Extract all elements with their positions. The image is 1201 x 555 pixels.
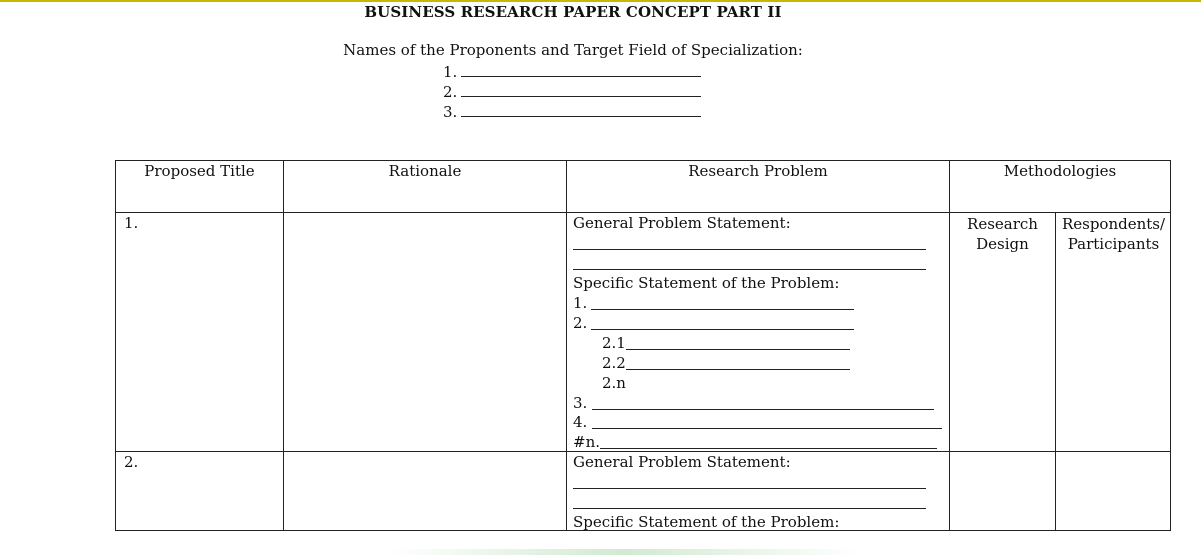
row-1-item-1: 1.	[573, 294, 588, 312]
proponent-blank-2[interactable]	[461, 81, 701, 97]
top-border-line	[0, 0, 1201, 2]
proponent-blank-1[interactable]	[461, 61, 701, 77]
proponents-label: Names of the Proponents and Target Field of Specialization:	[343, 41, 803, 59]
proponent-line-2	[443, 81, 701, 101]
col-divider-1	[283, 161, 284, 530]
row-1-item-4: 4.	[573, 413, 588, 431]
row-1-item-n-blank[interactable]	[600, 448, 937, 449]
header-row-divider	[116, 212, 1170, 213]
research-design-line-2: Design	[976, 235, 1029, 253]
bottom-watermark-glow	[390, 549, 860, 555]
row-1-item-2-2-blank[interactable]	[626, 369, 850, 370]
subheader-respondents	[1056, 214, 1171, 254]
row-1-item-2-blank[interactable]	[591, 329, 854, 330]
subheader-research-design	[950, 214, 1055, 254]
row-1-item-4-blank[interactable]	[592, 428, 942, 429]
proponent-number-3: 3.	[443, 103, 458, 121]
row-1-item-2-1-blank[interactable]	[626, 349, 850, 350]
row-1-specific-label: Specific Statement of the Problem:	[573, 274, 840, 292]
row-2-number: 2.	[124, 453, 139, 471]
row-2-general-blank-2[interactable]	[573, 508, 926, 509]
row-2-general-blank-1[interactable]	[573, 488, 926, 489]
document-title: BUSINESS RESEARCH PAPER CONCEPT PART II	[364, 3, 782, 21]
concept-table	[115, 160, 1171, 531]
row-1-item-2-1: 2.1	[602, 334, 626, 352]
proponent-number-2: 2.	[443, 83, 458, 101]
row-1-item-2: 2.	[573, 314, 588, 332]
col-divider-2	[566, 161, 567, 530]
row-1-item-2-2: 2.2	[602, 354, 626, 372]
row-2-specific-label: Specific Statement of the Problem:	[573, 513, 840, 531]
row-1-item-2-n: 2.n	[602, 374, 626, 392]
research-design-line-1: Research	[967, 215, 1038, 233]
col-divider-4	[1055, 212, 1056, 530]
row-1-item-n: #n.	[573, 433, 600, 451]
row-1-item-1-blank[interactable]	[591, 309, 854, 310]
proponent-blank-3[interactable]	[461, 101, 701, 117]
header-research-problem: Research Problem	[688, 162, 828, 180]
respondents-line-1: Respondents/	[1061, 215, 1166, 233]
proponent-line-1	[443, 61, 701, 81]
row-1-general-blank-1[interactable]	[573, 249, 926, 250]
respondents-line-2: Participants	[1067, 235, 1160, 253]
row-1-general-label: General Problem Statement:	[573, 214, 791, 232]
header-methodologies: Methodologies	[1003, 162, 1117, 180]
row-1-general-blank-2[interactable]	[573, 269, 926, 270]
row-1-item-3: 3.	[573, 394, 588, 412]
proponent-line-3	[443, 101, 701, 121]
row-divider	[116, 451, 1170, 452]
row-1-item-3-blank[interactable]	[592, 409, 934, 410]
proponent-number-1: 1.	[443, 63, 458, 81]
header-proposed-title: Proposed Title	[144, 162, 255, 180]
row-1-number: 1.	[124, 214, 139, 232]
header-rationale: Rationale	[388, 162, 462, 180]
row-2-general-label: General Problem Statement:	[573, 453, 791, 471]
